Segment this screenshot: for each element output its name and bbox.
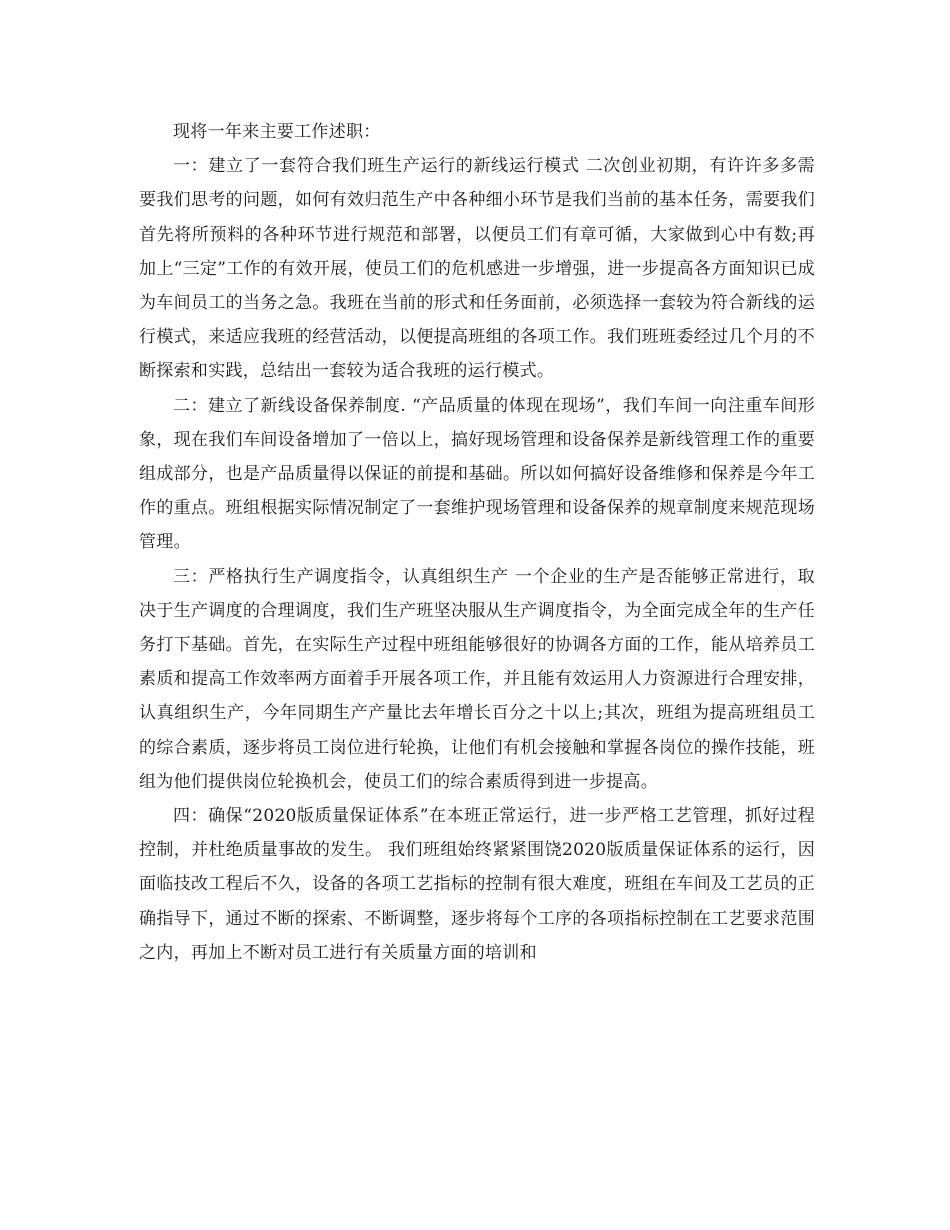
paragraph-item-4: 四：确保“2020版质量保证体系”在本班正常运行，进一步严格工艺管理，抓好过程控制，并杜绝质量事故的发生。 我们班组始终紧紧围饶2020版质量保证体系的运行，因面临技改工程后不久，设备的各项工艺指标的控制有很大难度，班组在车间及工艺员的正确指导下，通过不断的探索、不断调整，逐步将每个工序的各项指标控制在工艺要求范围之内，再加上不断对员工进行有关质量方面的培训和 bbox=[139, 806, 815, 963]
paragraph-intro: 现将一年来主要工作述职： bbox=[173, 122, 381, 142]
paragraph-item-3: 三：严格执行生产调度指令，认真组织生产 一个企业的生产是否能够正常进行，取决于生产调度的合理调度，我们生产班坚决服从生产调度指令，为全面完成全年的生产任务打下基础。首先，在实际生产过程中班组能够很好的协调各方面的工作，能从培养员工素质和提高工作效率两方面着手开展各项工作，并且能有效运用人力资源进行合理安排，认真组织生产，今年同期生产产量比去年增长百分之十以上;其次，班组为提高班组员工的综合素质，逐步将员工岗位进行轮换，让他们有机会接触和掌握各岗位的操作技能，班组为他们提供岗位轮换机会，使员工们的综合素质得到进一步提高。 bbox=[139, 566, 815, 792]
document-body bbox=[139, 115, 815, 970]
paragraph-item-2: 二：建立了新线设备保养制度. “产品质量的体现在现场”，我们车间一向注重车间形象，现在我们车间设备增加了一倍以上，搞好现场管理和设备保养是新线管理工作的重要组成部分，也是产品质量得以保证的前提和基础。所以如何搞好设备维修和保养是今年工作的重点。班组根据实际情况制定了一套维护现场管理和设备保养的规章制度来规范现场管理。 bbox=[139, 395, 815, 553]
paragraph-item-1: 一：建立了一套符合我们班生产运行的新线运行模式 二次创业初期，有许许多多需要我们思考的问题，如何有效归范生产中各种细小环节是我们当前的基本任务，需要我们首先将所预料的各种环节进行规范和部署，以便员工们有章可循，大家做到心中有数;再加上“三定”工作的有效开展，使员工们的危机感进一步增强，进一步提高各方面知识已成为车间员工的当务之急。我班在当前的形式和任务面前，必须选择一套较为符合新线的运行模式，来适应我班的经营活动，以便提高班组的各项工作。我们班班委经过几个月的不断探索和实践，总结出一套较为适合我班的运行模式。 bbox=[139, 156, 815, 382]
